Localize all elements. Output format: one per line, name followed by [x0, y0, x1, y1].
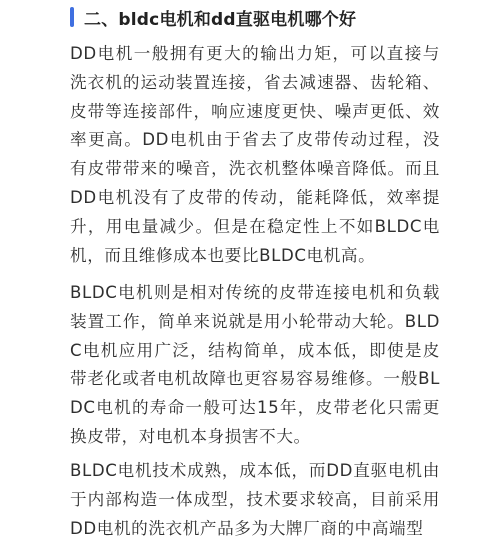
paragraph-bldc-motor: BLDC电机则是相对传统的皮带连接电机和负载装置工作，简单来说就是用小轮带动大轮。BLDC电机应用广泛，结构简单，成本低，即使是皮带老化或者电机故障也更容易容易维修。一般BLDC电机的寿命一般可达15年，皮带老化只需更换皮带，对电机本身损害不大。	[70, 283, 440, 446]
heading-accent-bar	[70, 7, 74, 27]
section-heading	[70, 2, 356, 32]
paragraph-dd-motor: DD电机一般拥有更大的输出力矩，可以直接与洗衣机的运动装置连接，省去减速器、齿轮箱、皮带等连接部件，响应速度更快、噪声更低、效率更高。DD电机由于省去了皮带传动过程，没有皮带带来的噪音，洗衣机整体噪音降低。而且DD电机没有了皮带的传动，能耗降低，效率提升，用电量减少。但是在稳定性上不如BLDC电机，而且维修成本也要比BLDC电机高。	[70, 44, 440, 265]
paragraph-comparison: BLDC电机技术成熟，成本低，而DD直驱电机由于内部构造一体成型，技术要求较高，目前采用DD电机的洗衣机产品多为大牌厂商的中高端型	[70, 461, 440, 538]
section-heading-text: 二、bldc电机和dd直驱电机哪个好	[84, 9, 357, 30]
